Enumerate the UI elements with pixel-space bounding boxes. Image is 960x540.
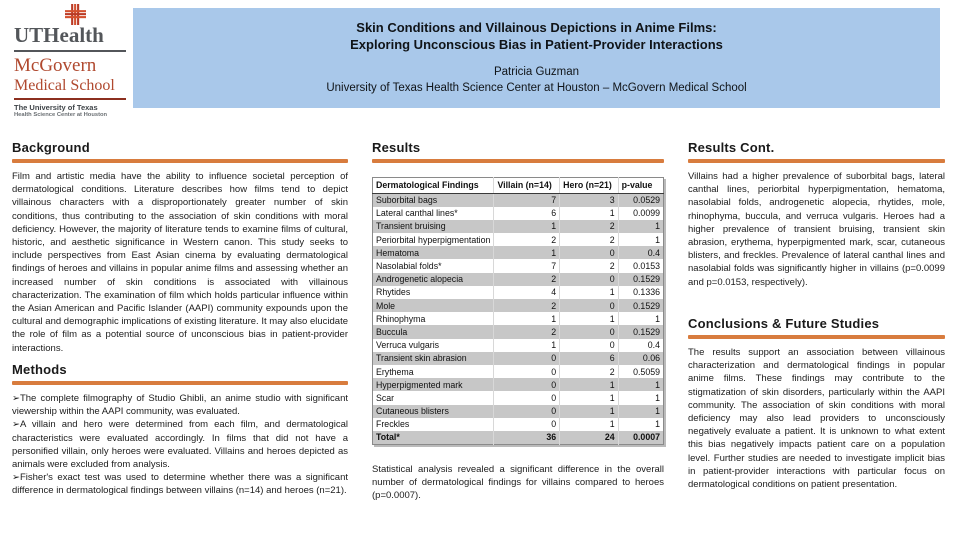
hero-count-cell: 24 bbox=[560, 431, 618, 445]
mcgovern-wordmark: McGovern bbox=[14, 55, 97, 76]
table-row bbox=[373, 431, 664, 445]
pvalue-cell: 1 bbox=[618, 220, 663, 233]
finding-cell: Total* bbox=[376, 432, 400, 443]
background-heading: Background bbox=[12, 140, 90, 155]
logo-divider-bottom bbox=[14, 98, 126, 100]
results-heading: Results bbox=[372, 140, 421, 155]
conclusions-body: The results support an association between villainous characterization and dermatological findings in popular anime films. These findings may contribute to the stigmatization of skin disorders, particularly within the AAPI community. The association of skin conditions with moral deficiency may also lead providers to unconsciously negatively evaluate a patient. It is unknown to what extent this bias negatively impacts patient care on a population level. Further studies are needed to investigate implicit bias in patient-provider interactions with particular focus on dermatological conditions on patient presentation. bbox=[688, 347, 945, 491]
finding-cell: Androgenetic alopecia bbox=[376, 274, 464, 285]
table-header-villain: Villain (n=14) bbox=[494, 178, 560, 194]
pvalue-cell: 1 bbox=[618, 378, 663, 391]
pvalue-cell: 1 bbox=[618, 233, 663, 246]
table-row bbox=[373, 352, 664, 365]
hero-count-cell: 0 bbox=[560, 325, 618, 338]
table-row bbox=[373, 339, 664, 352]
results-cont-rule bbox=[688, 159, 945, 163]
villain-count-cell: 0 bbox=[494, 378, 560, 391]
conclusions-rule bbox=[688, 335, 945, 339]
method-item: ➢Fisher's exact test was used to determine whether there was a significant difference in dermatological findings between villains (n=14) and heroes (n=21). bbox=[12, 472, 348, 497]
table-header-findings: Dermatological Findings bbox=[373, 178, 494, 194]
table-row bbox=[373, 207, 664, 220]
pvalue-cell: 1 bbox=[618, 312, 663, 325]
villain-count-cell: 0 bbox=[494, 418, 560, 431]
villain-count-cell: 1 bbox=[494, 220, 560, 233]
hero-count-cell: 1 bbox=[560, 405, 618, 418]
table-row bbox=[373, 378, 664, 391]
villain-count-cell: 7 bbox=[494, 259, 560, 272]
hero-count-cell: 1 bbox=[560, 391, 618, 404]
table-row bbox=[373, 325, 664, 338]
pvalue-cell: 0.1336 bbox=[618, 286, 663, 299]
pvalue-cell: 0.0099 bbox=[618, 207, 663, 220]
hero-count-cell: 2 bbox=[560, 259, 618, 272]
hero-count-cell: 0 bbox=[560, 339, 618, 352]
pvalue-cell: 0.1529 bbox=[618, 273, 663, 286]
section-conclusions bbox=[688, 316, 945, 491]
university-name: The University of Texas bbox=[14, 103, 98, 112]
pvalue-cell: 0.1529 bbox=[618, 299, 663, 312]
section-background bbox=[12, 140, 348, 355]
pvalue-cell: 0.4 bbox=[618, 339, 663, 352]
section-results-cont bbox=[688, 140, 945, 289]
table-row bbox=[373, 299, 664, 312]
method-item: ➢A villain and hero were determined from each film, and dermatological characteristics were evaluated accordingly. In films that did not have a personified villain, only heroes were evaluated. Villains and heroes depicted as animals were excluded from analysis. bbox=[12, 419, 348, 471]
finding-cell: Erythema bbox=[376, 366, 414, 377]
table-header-hero: Hero (n=21) bbox=[560, 178, 618, 194]
finding-cell: Suborbital bags bbox=[376, 195, 438, 206]
hero-count-cell: 2 bbox=[560, 233, 618, 246]
finding-cell: Cutaneous blisters bbox=[376, 406, 449, 417]
medical-school-wordmark: Medical School bbox=[14, 77, 115, 94]
hero-count-cell: 1 bbox=[560, 312, 618, 325]
table-row bbox=[373, 246, 664, 259]
table-row bbox=[373, 391, 664, 404]
hero-count-cell: 0 bbox=[560, 246, 618, 259]
hero-count-cell: 6 bbox=[560, 352, 618, 365]
table-row bbox=[373, 193, 664, 207]
table-row bbox=[373, 273, 664, 286]
table-row bbox=[373, 405, 664, 418]
hero-count-cell: 1 bbox=[560, 418, 618, 431]
hero-count-cell: 0 bbox=[560, 299, 618, 312]
finding-cell: Hyperpigmented mark bbox=[376, 379, 463, 390]
finding-cell: Buccula bbox=[376, 326, 408, 337]
villain-count-cell: 2 bbox=[494, 233, 560, 246]
villain-count-cell: 1 bbox=[494, 312, 560, 325]
hero-count-cell: 3 bbox=[560, 193, 618, 207]
results-note: Statistical analysis revealed a significant difference in the overall number of dermatological findings for villains compared to heroes (p=0.0007). bbox=[372, 464, 664, 502]
poster-title-line1: Skin Conditions and Villainous Depictions in Anime Films: bbox=[356, 20, 717, 35]
finding-cell: Transient skin abrasion bbox=[376, 353, 467, 364]
pvalue-cell: 0.0007 bbox=[618, 431, 663, 445]
finding-cell: Rhytides bbox=[376, 287, 411, 298]
finding-cell: Verruca vulgaris bbox=[376, 340, 440, 351]
table-row bbox=[373, 365, 664, 378]
villain-count-cell: 36 bbox=[494, 431, 560, 445]
logo-divider-top bbox=[14, 50, 126, 52]
villain-count-cell: 2 bbox=[494, 273, 560, 286]
villain-count-cell: 0 bbox=[494, 405, 560, 418]
hero-count-cell: 0 bbox=[560, 273, 618, 286]
conclusions-heading: Conclusions & Future Studies bbox=[688, 316, 880, 331]
villain-count-cell: 1 bbox=[494, 339, 560, 352]
pvalue-cell: 1 bbox=[618, 418, 663, 431]
villain-count-cell: 4 bbox=[494, 286, 560, 299]
finding-cell: Lateral canthal lines* bbox=[376, 208, 458, 219]
finding-cell: Nasolabial folds* bbox=[376, 261, 442, 272]
villain-count-cell: 2 bbox=[494, 299, 560, 312]
pvalue-cell: 0.5059 bbox=[618, 365, 663, 378]
villain-count-cell: 0 bbox=[494, 365, 560, 378]
finding-cell: Transient bruising bbox=[376, 221, 446, 232]
author-name: Patricia Guzman bbox=[493, 66, 579, 78]
villain-count-cell: 6 bbox=[494, 207, 560, 220]
villain-count-cell: 2 bbox=[494, 325, 560, 338]
author-affiliation: University of Texas Health Science Center at Houston – McGovern Medical School bbox=[326, 82, 747, 94]
hero-count-cell: 1 bbox=[560, 207, 618, 220]
pvalue-cell: 0.0529 bbox=[618, 193, 663, 207]
pvalue-cell: 1 bbox=[618, 405, 663, 418]
table-row bbox=[373, 259, 664, 272]
background-body: Film and artistic media have the ability to influence societal perception of dermatological conditions. Literature describes how films tend to depict villainous characters with a disproportionately greater number of skin conditions, thus contributing to the association of skin conditions with moral deficiency. However, the majority of literature tends to examine films of cultural, historic, and aesthetic significance in Western canon. This study seeks to include perspectives from East Asian cinema by evaluating dermatological findings of heroes and villains in popular anime films and assessing whether an increased number of skin conditions is associated with villainous characterization. The examination of film which holds particular influence within the Asian American and Pacific Islander (AAPI) community expounds upon the cultural and demographic implications of existing literature. It may also elucidate the role of film as a potential source of unconscious bias in patient-provider interactions. bbox=[12, 171, 348, 354]
pvalue-cell: 1 bbox=[618, 391, 663, 404]
table-row bbox=[373, 312, 664, 325]
background-rule bbox=[12, 159, 348, 163]
title-banner bbox=[133, 8, 940, 108]
results-cont-heading: Results Cont. bbox=[688, 140, 775, 155]
hero-count-cell: 2 bbox=[560, 365, 618, 378]
hero-count-cell: 1 bbox=[560, 286, 618, 299]
methods-rule bbox=[12, 381, 348, 385]
table-row bbox=[373, 418, 664, 431]
uthealth-cross-icon bbox=[65, 4, 86, 25]
finding-cell: Scar bbox=[376, 392, 395, 403]
table-row bbox=[373, 220, 664, 233]
villain-count-cell: 0 bbox=[494, 391, 560, 404]
pvalue-cell: 0.06 bbox=[618, 352, 663, 365]
pvalue-cell: 0.4 bbox=[618, 246, 663, 259]
section-results bbox=[372, 140, 664, 503]
methods-body bbox=[12, 392, 348, 498]
results-rule bbox=[372, 159, 664, 163]
poster-title-line2: Exploring Unconscious Bias in Patient-Provider Interactions bbox=[350, 37, 723, 52]
table-row bbox=[373, 233, 664, 246]
campus-name: Health Science Center at Houston bbox=[14, 112, 108, 118]
table-row bbox=[373, 286, 664, 299]
dermatological-findings-table bbox=[372, 177, 664, 445]
finding-cell: Freckles bbox=[376, 419, 410, 430]
villain-count-cell: 0 bbox=[494, 352, 560, 365]
method-item: ➢The complete filmography of Studio Ghibli, an anime studio with significant viewership within the AAPI community, was evaluated. bbox=[12, 393, 348, 418]
villain-count-cell: 1 bbox=[494, 246, 560, 259]
table-header-pvalue: p-value bbox=[618, 178, 663, 194]
finding-cell: Periorbital hyperpigmentation bbox=[376, 234, 491, 245]
uthealth-wordmark: UTHealth bbox=[14, 23, 104, 47]
villain-count-cell: 7 bbox=[494, 193, 560, 207]
results-cont-body: Villains had a higher prevalence of suborbital bags, lateral canthal lines, periorbital hyperpigmentation, hematoma, nasolabial folds, androgenetic alopecia, rhytides, mole, rhinophyma, buccula, and verruca vulgaris. Heroes had a higher prevalence of transient bruising, transient skin abrasion, erythema, hyperpigmented mark, scar, cutaneous blisters, and freckles. Prevalence of lateral canthal lines and nasolabial folds was significantly higher in villains (p=0.0099 and p=0.0153, respectively). bbox=[688, 171, 945, 288]
methods-heading: Methods bbox=[12, 362, 67, 377]
hero-count-cell: 1 bbox=[560, 378, 618, 391]
section-methods bbox=[12, 362, 348, 498]
finding-cell: Rhinophyma bbox=[376, 313, 426, 324]
pvalue-cell: 0.1529 bbox=[618, 325, 663, 338]
finding-cell: Mole bbox=[376, 300, 396, 311]
pvalue-cell: 0.0153 bbox=[618, 259, 663, 272]
hero-count-cell: 2 bbox=[560, 220, 618, 233]
finding-cell: Hematoma bbox=[376, 247, 420, 258]
table-header-row bbox=[373, 178, 664, 194]
